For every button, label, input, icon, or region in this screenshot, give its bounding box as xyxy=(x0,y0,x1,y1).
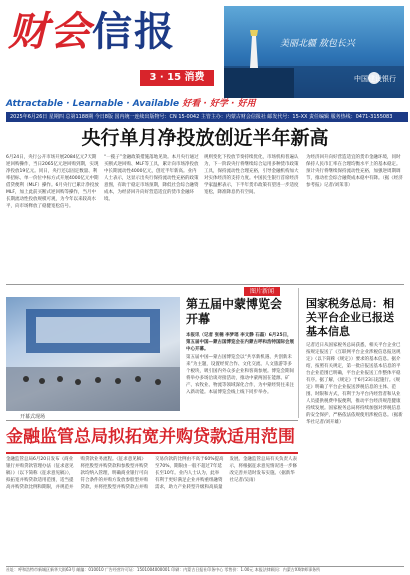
lighthouse-illustration xyxy=(224,6,404,98)
advert-bank-name: 中国建设银行 xyxy=(354,75,396,83)
article1-col1: 6月24日，央行公开市场开展2084亿元7天期逆回购操作，当日2065亿元逆回购到期，实现净投放19亿元。同日，央行还以固定数量、利率招标、单一价位中标方式开展4000亿元中期借贷便利（MLF）操作。6月央行已累计净投放MLF，加上此前买断式逆回购等操作，当月中长期流动性投放规模可观，为今年以来较高水平，向市场释放了稳健宽松信号。 xyxy=(6,155,99,209)
logo-part1: 财会 xyxy=(8,8,92,55)
issue-badge: 3 · 15 消费 xyxy=(140,70,214,86)
slogan-cn: 好看 · 好学 · 好用 xyxy=(182,99,256,109)
expo-opening-photo[interactable] xyxy=(6,297,180,411)
column-divider xyxy=(298,288,299,418)
advert-slogan: 美丽北疆 敖包长兴 xyxy=(280,39,355,49)
expo-body: 第五届中国—蒙古国博览会以“共享新机遇、共创新未来”为主题，设置经贸合作、文化交流、人文旅游等多个板块，吸引国内外众多企业和客商参展。博览会期间将举办多场洽谈对接活动，推动中蒙两国在能源、矿产、农牧业、物流等领域深化合作，为中蒙经贸往来注入新动能。本届博览会线上线下同步举办。 xyxy=(186,355,294,395)
photo-caption: 开幕式现场 xyxy=(20,414,46,420)
photo-news-tag: 图片新闻 xyxy=(244,287,280,296)
logo-part2: 信报 xyxy=(92,8,176,55)
headline-monetary[interactable]: 央行单月净投放创近半年新高 xyxy=(81,127,329,149)
ma-loans-body: 金融监管总局6月20日发布《商业银行并购贷款管理办法（征求意见稿）》（以下简称《征求意见稿》），拟拓宽并购贷款适用范围，适当提高并购贷款比例和期限，并规范并购贷款业务流程。《征求意见稿》将控股型并购贷款和参股型并购贷款均纳入管理，明确商业银行可向符合条件的并购方发放参股型并购贷款，并将控股型并购贷款占并购交易价款的比例由不高于60%提高至70%，期限由一般不超过7年延长至10年。业内人士认为，此举有利于更好满足企业并购重组融资需求，助力产业转型升级和高质量发展。金融监管总局有关负责人表示，将根据征求意见情况进一步修改完善并适时发布实施。（据新华社记者/吴雨） xyxy=(6,457,297,490)
expo-lead: 本报讯（记者 张楠 李梦瑶 李文静 石磊）6月25日，第五届中国—蒙古国博览会在内蒙古呼和浩特国际会展中心开幕。 xyxy=(186,333,294,352)
article1-col4: 为经济回升向好营造适宜的货币金融环境，同时保持人民币汇率在合理均衡水平上的基本稳定。预计央行将继续保持流动性充裕，加强逆周期调节，推动社会综合融资成本稳中有降。（据《经济参考报》记者/刘茉菲） xyxy=(306,155,403,188)
headline-tax[interactable]: 国家税务总局：相关平台企业已报送基本信息 xyxy=(306,297,394,338)
slogan xyxy=(6,96,256,110)
article1-col3: 规则变化下投放节奏持续优化，市场机构普遍认为，下一阶段央行将继续综合运用多种货币政策工具，保持流动性合理充裕，引导金融机构加大对实体经济的支持力度。中国民生银行首席经济学家温彬表示，下半年货币政策有望进一步适度宽松，降准降息仍有空间。 xyxy=(204,155,299,195)
stage-photo-image xyxy=(6,297,180,411)
divider xyxy=(6,284,404,285)
slogan-en: Attractable · Learnable · Available xyxy=(6,99,180,109)
divider xyxy=(6,420,298,421)
page-footer: 社址：呼和浩特市新城区新华大街63号 邮编：010010 广告经营许可证：1501004000001 印刷：内蒙古日报社印务中心 零售价：1.00元 本报法律顾问：内蒙古XX律师事务所 xyxy=(6,566,404,574)
masthead-logo xyxy=(8,6,218,66)
article1-col2: “一揽子”金融政策措施落地见效。本月央行通过买断式逆回购、MLF等工具，累计向市场净投放中长期流动性4000亿元，创近半年新高。业内人士表示，这显示出央行保持流动性充裕的政策意图，有助于稳定市场预期，降低社会综合融资成本，为经济回升向好营造适宜的货币金融环境。 xyxy=(104,155,199,202)
masthead-advert[interactable] xyxy=(224,6,404,98)
headline-expo[interactable]: 第五届中蒙博览会开幕 xyxy=(186,297,283,326)
headline-ma-loans[interactable]: 金融监管总局拟拓宽并购贷款适用范围 xyxy=(6,427,295,447)
issue-info-bar: 2025年6月26日 星期四 总第1188期 今日8版 国内统一连续出版物号：CN 15-0042 主管主办：内蒙古财会信报社 邮发代号：15-XX 责任编辑 服务热线：0471-3155083 xyxy=(6,112,408,122)
tax-body: 记者近日从国家税务总局获悉，相关平台企业已按规定报送了《互联网平台企业涉税信息报送规定》（以下简称《规定》）要求的基本信息。据介绍，按照有关规定，第一批应报送基本信息的平台企业范围已明确，平台企业报送工作整体平稳有序。据了解，《规定》于6月23日起施行。《规定》明确了平台企业报送涉税信息的主体、范围、时限和方式，有利于为平台内经营者和从业人员提供税费申报便利，推动平台经济规范健康持续发展。国家税务总局将持续加强对涉税信息的安全保护，严格依法依规使用涉税信息。（据新华社记者/刘开雄） xyxy=(306,343,403,425)
red-rule xyxy=(6,452,298,454)
